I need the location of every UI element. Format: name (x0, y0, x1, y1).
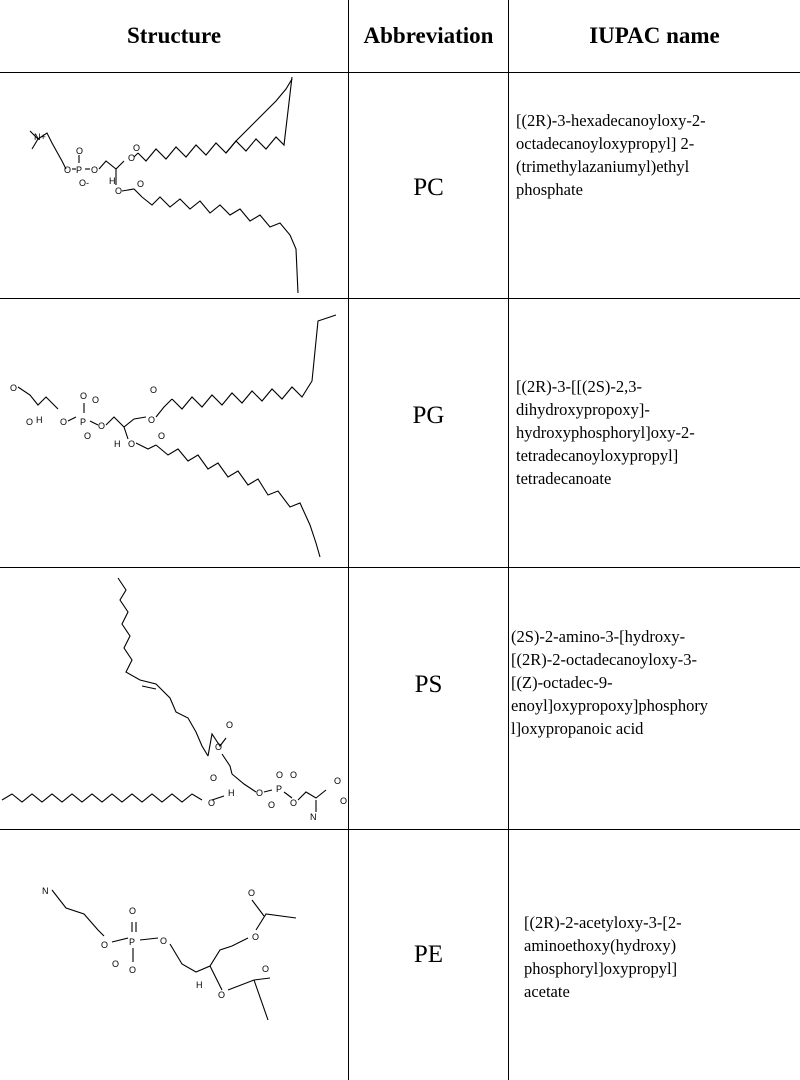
iupac-pc-line: (trimethylazaniumyl)ethyl (516, 157, 690, 176)
svg-text:O: O (158, 431, 166, 441)
iupac-ps-line: [(2R)-2-octadecanoyloxy-3- (511, 650, 698, 669)
svg-text:O: O (290, 798, 298, 808)
iupac-pg-line: dihydroxypropoxy]- (516, 400, 650, 419)
svg-text:O: O (128, 439, 136, 449)
svg-text:P: P (76, 165, 83, 175)
iupac-pc-line: phosphate (516, 180, 583, 199)
svg-text:O: O (112, 959, 120, 969)
abbr-ps: PS (414, 671, 443, 698)
column-divider-1 (348, 0, 349, 1080)
svg-text:P: P (80, 417, 87, 427)
svg-text:P: P (129, 937, 136, 947)
svg-text:O: O (268, 800, 276, 810)
svg-text:O: O (10, 383, 18, 393)
svg-text:O: O (84, 431, 92, 441)
svg-text:O: O (334, 776, 342, 786)
svg-text:H: H (228, 788, 235, 798)
iupac-ps-line: enoyl]oxypropoxy]phosphory (511, 696, 709, 715)
svg-text:O: O (101, 940, 109, 950)
iupac-ps-line: l]oxypropanoic acid (511, 719, 644, 738)
iupac-ps (511, 625, 708, 740)
iupac-pe (524, 911, 682, 1003)
svg-text:O: O (137, 179, 145, 189)
svg-text:O: O (64, 165, 72, 175)
column-divider-2 (508, 0, 509, 1080)
iupac-pe-line: aminoethoxy(hydroxy) (524, 936, 677, 955)
abbr-pc: PC (413, 174, 444, 201)
svg-text:O: O (129, 965, 137, 975)
svg-text:O: O (76, 146, 84, 156)
pc-structure (0, 73, 348, 298)
svg-text:O: O (340, 796, 348, 806)
pe-structure (0, 830, 348, 1080)
iupac-pe-line: phosphoryl]oxypropyl] (524, 959, 678, 978)
svg-text:O: O (248, 888, 256, 898)
iupac-pe-line: acetate (524, 982, 570, 1001)
svg-text:H: H (109, 176, 116, 186)
svg-text:O: O (262, 964, 270, 974)
svg-text:O: O (210, 773, 218, 783)
iupac-pg-line: tetradecanoyloxypropyl] (516, 446, 679, 465)
abbr-pe: PE (413, 941, 444, 968)
svg-text:H: H (196, 980, 203, 990)
abbr-pg: PG (412, 402, 445, 429)
svg-text:O: O (91, 165, 99, 175)
svg-text:P: P (276, 784, 283, 794)
iupac-pg (516, 375, 695, 490)
header-structure: Structure (126, 23, 222, 48)
iupac-ps-line: [(Z)-octadec-9- (511, 673, 613, 692)
svg-text:O: O (115, 186, 123, 196)
svg-text:O: O (290, 770, 298, 780)
svg-text:O: O (26, 417, 34, 427)
svg-text:N: N (42, 886, 49, 896)
svg-text:O: O (256, 788, 264, 798)
iupac-ps-line: (2S)-2-amino-3-[hydroxy- (511, 627, 686, 646)
svg-text:H: H (114, 439, 121, 449)
svg-text:N+: N+ (34, 132, 46, 142)
svg-text:O: O (218, 990, 226, 1000)
svg-text:O: O (129, 906, 137, 916)
svg-text:O: O (148, 415, 156, 425)
iupac-pc (516, 109, 706, 201)
svg-text:O-: O- (79, 178, 89, 188)
header-iupac: IUPAC name (589, 23, 720, 48)
svg-text:O: O (252, 932, 260, 942)
svg-text:O: O (160, 936, 168, 946)
iupac-pc-line: octadecanoyloxypropyl] 2- (516, 134, 695, 153)
pg-structure (0, 299, 348, 567)
svg-text:O: O (276, 770, 284, 780)
iupac-pg-line: hydroxyphosphoryl]oxy-2- (516, 423, 695, 442)
svg-text:O: O (128, 153, 136, 163)
svg-text:O: O (208, 798, 216, 808)
svg-text:O: O (133, 143, 141, 153)
iupac-pe-line: [(2R)-2-acetyloxy-3-[2- (524, 913, 682, 932)
iupac-pc-line: [(2R)-3-hexadecanoyloxy-2- (516, 111, 706, 130)
svg-text:O: O (150, 385, 158, 395)
svg-text:O: O (98, 421, 106, 431)
ps-structure (0, 568, 348, 829)
svg-text:N: N (310, 812, 317, 822)
svg-text:O: O (215, 742, 223, 752)
svg-text:H: H (36, 415, 43, 425)
svg-text:O: O (60, 417, 68, 427)
svg-text:O: O (92, 395, 100, 405)
svg-text:O: O (226, 720, 234, 730)
iupac-pg-line: tetradecanoate (516, 469, 612, 488)
svg-text:O: O (80, 391, 88, 401)
iupac-pg-line: [(2R)-3-[[(2S)-2,3- (516, 377, 642, 396)
header-abbreviation: Abbreviation (363, 23, 494, 48)
